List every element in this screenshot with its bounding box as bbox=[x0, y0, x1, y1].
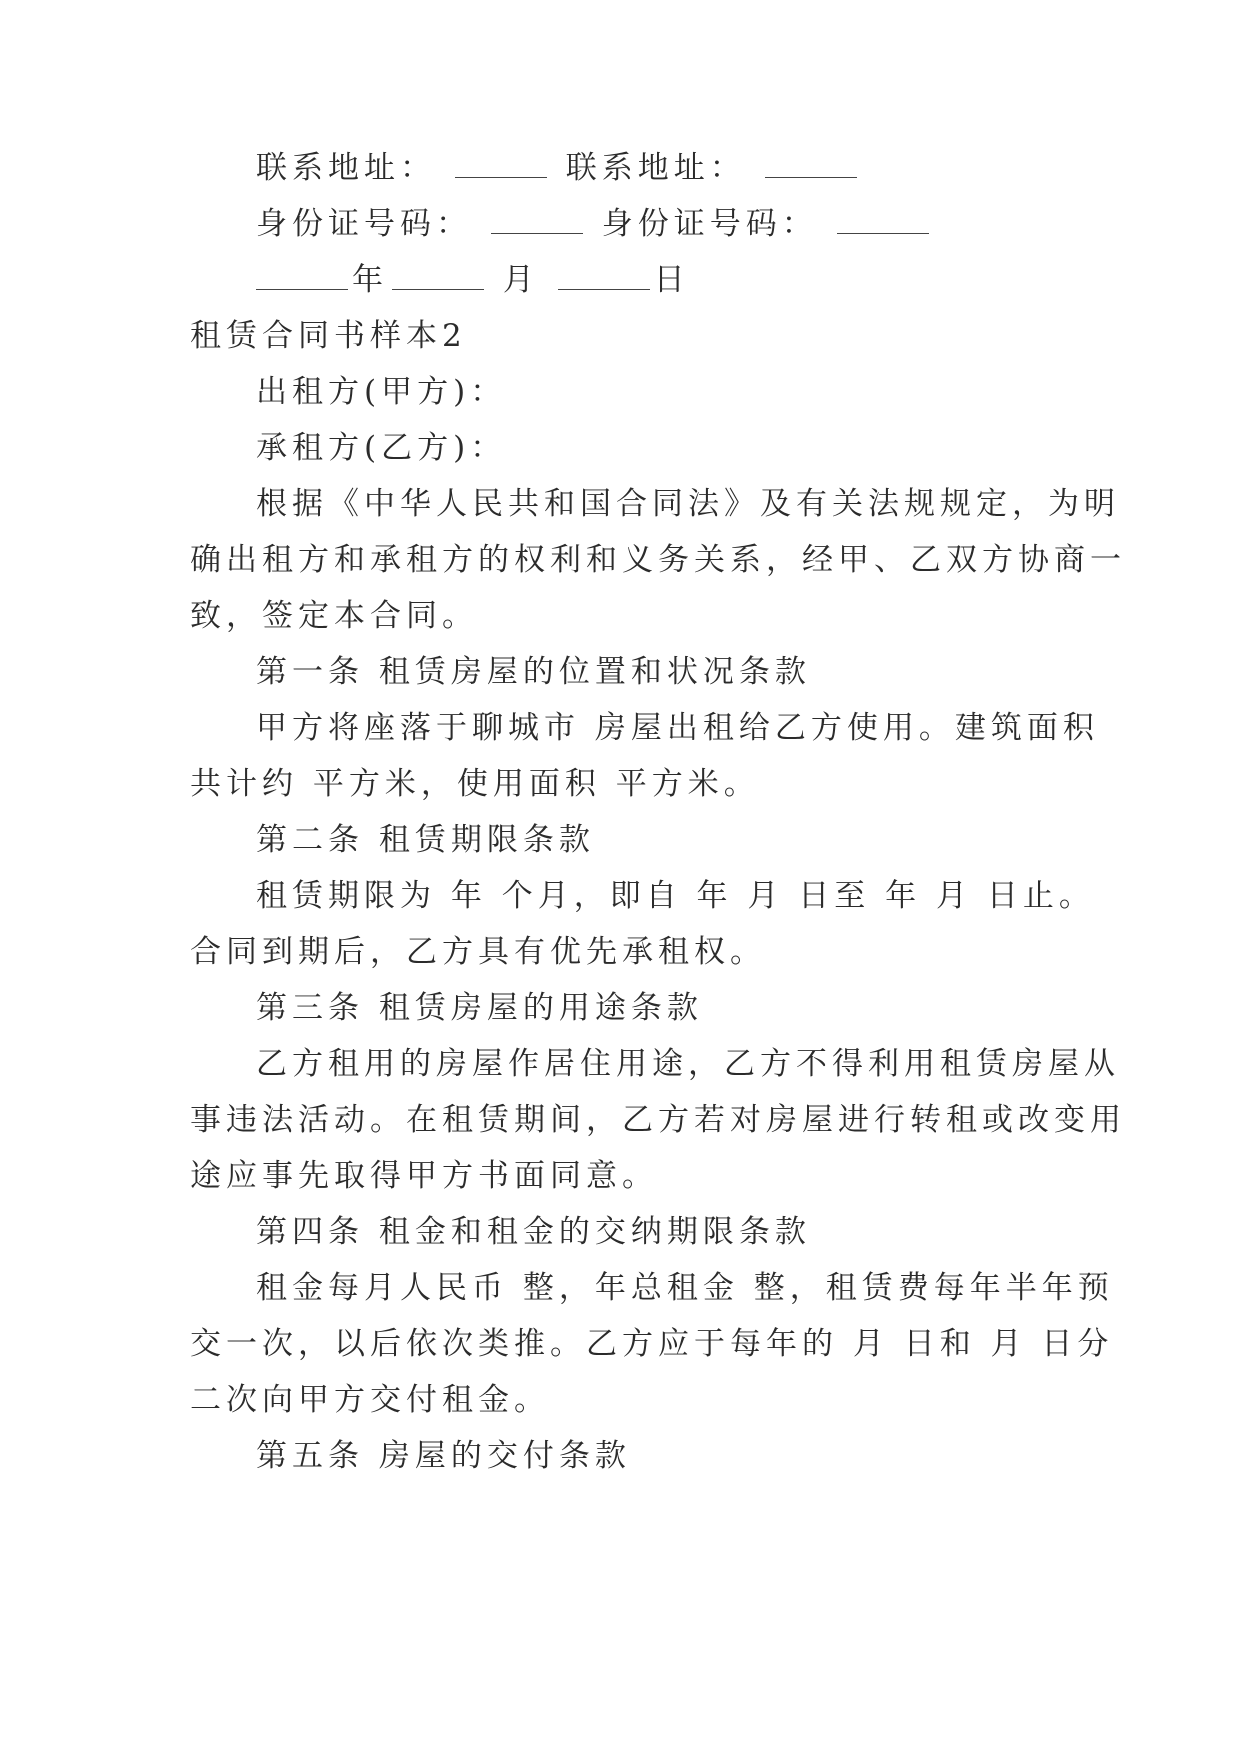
article1-heading: 第一条 租赁房屋的位置和状况条款 bbox=[256, 654, 811, 690]
article4-line-1: 租金每月人民币 整，年总租金 整，租赁费每年半年预 bbox=[256, 1270, 1114, 1306]
contract-title: 租赁合同书样本2 bbox=[190, 318, 467, 354]
address-blank-party-b[interactable] bbox=[765, 176, 857, 178]
article5-heading: 第五条 房屋的交付条款 bbox=[256, 1438, 631, 1474]
article3-line-3: 途应事先取得甲方书面同意。 bbox=[190, 1158, 658, 1194]
address-line bbox=[256, 148, 861, 188]
preamble-line-1: 根据《中华人民共和国合同法》及有关法规规定，为明 bbox=[256, 486, 1120, 522]
preamble-line-3: 致，签定本合同。 bbox=[190, 598, 478, 634]
id-blank-party-a[interactable] bbox=[491, 232, 583, 234]
month-label: 月 bbox=[502, 262, 539, 298]
day-label: 日 bbox=[653, 262, 690, 298]
article3-heading: 第三条 租赁房屋的用途条款 bbox=[256, 990, 703, 1026]
id-label-party-a: 身份证号码： bbox=[256, 206, 472, 242]
date-line bbox=[256, 260, 690, 300]
article4-line-2: 交一次，以后依次类推。乙方应于每年的 月 日和 月 日分 bbox=[190, 1326, 1114, 1362]
address-label-party-a: 联系地址： bbox=[256, 150, 436, 186]
year-blank[interactable] bbox=[256, 288, 348, 290]
article1-line-1: 甲方将座落于聊城市 房屋出租给乙方使用。建筑面积 bbox=[256, 710, 1099, 746]
article3-line-1: 乙方租用的房屋作居住用途，乙方不得利用租赁房屋从 bbox=[256, 1046, 1120, 1082]
article2-heading: 第二条 租赁期限条款 bbox=[256, 822, 595, 858]
lessor-line: 出租方(甲方)： bbox=[256, 374, 507, 410]
preamble-line-2: 确出租方和承租方的权利和义务关系，经甲、乙双方协商一 bbox=[190, 542, 1126, 578]
id-blank-party-b[interactable] bbox=[837, 232, 929, 234]
day-blank[interactable] bbox=[558, 288, 650, 290]
article2-line-2: 合同到期后，乙方具有优先承租权。 bbox=[190, 934, 766, 970]
article2-line-1: 租赁期限为 年 个月，即自 年 月 日至 年 月 日止。 bbox=[256, 878, 1095, 914]
article3-line-2: 事违法活动。在租赁期间，乙方若对房屋进行转租或改变用 bbox=[190, 1102, 1126, 1138]
lessee-line: 承租方(乙方)： bbox=[256, 430, 507, 466]
id-label-party-b: 身份证号码： bbox=[601, 206, 818, 242]
article4-heading: 第四条 租金和租金的交纳期限条款 bbox=[256, 1214, 811, 1250]
article4-line-3: 二次向甲方交付租金。 bbox=[190, 1382, 550, 1418]
month-blank[interactable] bbox=[392, 288, 484, 290]
address-label-party-b: 联系地址： bbox=[565, 150, 746, 186]
year-label: 年 bbox=[352, 262, 388, 298]
address-blank-party-a[interactable] bbox=[455, 176, 547, 178]
article1-line-2: 共计约 平方米，使用面积 平方米。 bbox=[190, 766, 760, 802]
id-number-line bbox=[256, 204, 933, 244]
